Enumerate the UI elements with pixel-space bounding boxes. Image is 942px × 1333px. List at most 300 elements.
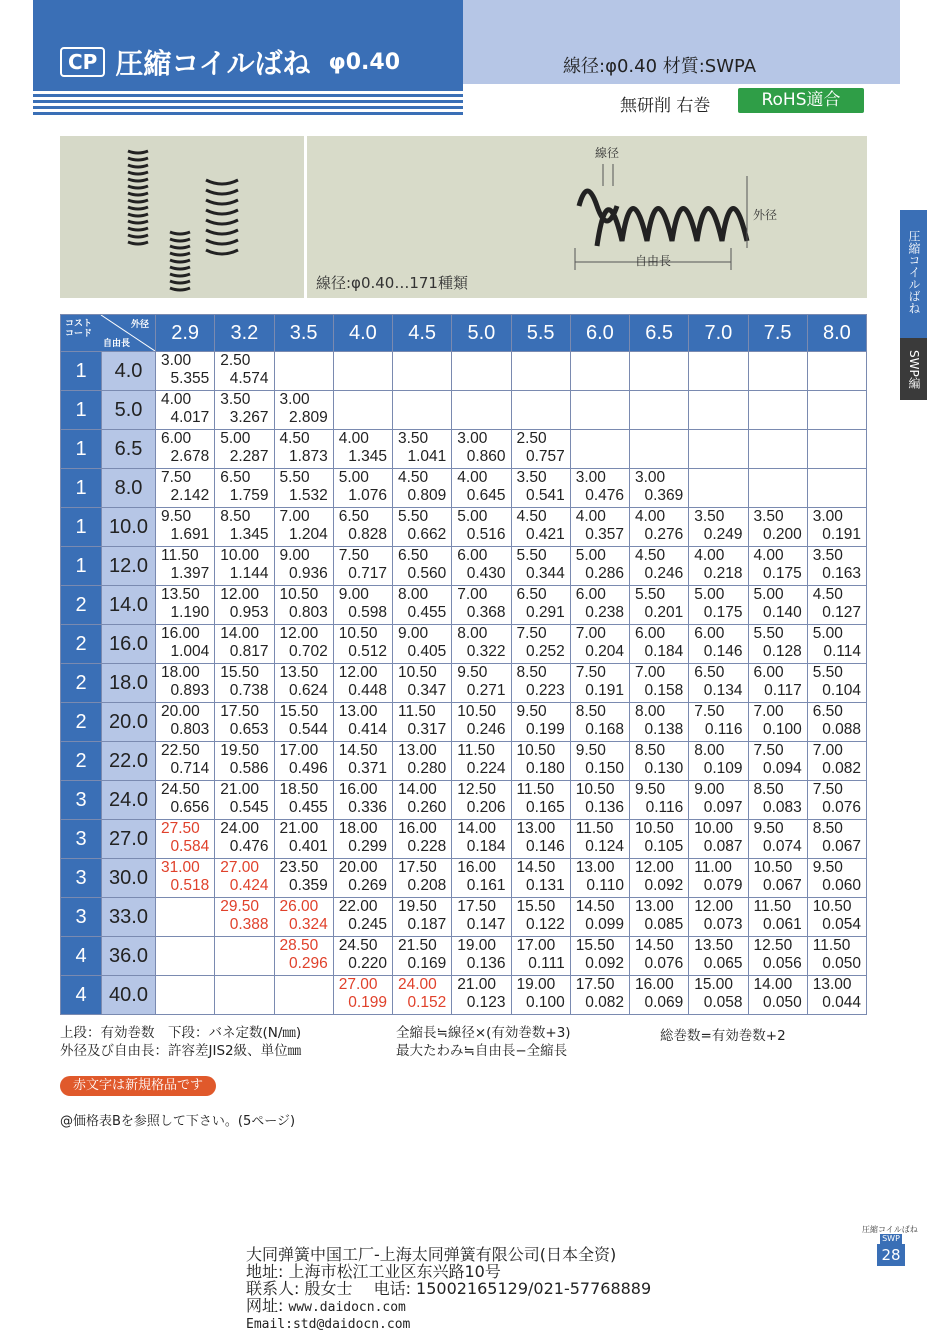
spec-cell [630,781,689,820]
active-coils: 5.50 [635,586,666,603]
spec-cell [333,820,392,859]
active-coils: 11.50 [812,937,851,954]
spring-constant: 1.041 [407,448,447,465]
spec-cell [215,859,274,898]
active-coils: 11.50 [575,820,614,837]
spec-cell [156,469,215,508]
spec-cell [748,508,807,547]
spring-constant: 0.191 [585,682,624,699]
spring-constant: 0.175 [703,604,743,621]
cost-code: 4 [61,976,102,1015]
active-coils: 8.00 [635,703,666,720]
spec-cell [274,508,333,547]
od-header: 7.0 [689,315,748,352]
spec-cell [215,664,274,703]
spec-cell [807,469,866,508]
spec-cell [511,859,570,898]
spring-constant: 1.190 [170,604,210,621]
spring-constant: 0.116 [704,721,743,738]
spring-constant: 0.208 [407,877,447,894]
active-coils: 11.50 [753,898,792,915]
spec-cell [393,508,452,547]
table-row [61,547,867,586]
active-coils: 17.50 [457,898,497,915]
active-coils: 17.00 [516,937,556,954]
spec-cell [156,781,215,820]
spec-cell [393,469,452,508]
spring-constant: 0.206 [466,799,506,816]
spec-cell [452,625,511,664]
active-coils: 10.50 [753,859,793,876]
active-coils: 14.50 [635,937,674,954]
spring-constant: 0.512 [348,643,387,660]
active-coils: 27.00 [338,976,378,993]
spring-constant: 0.223 [525,682,565,699]
od-header: 3.2 [215,315,274,352]
spec-cell [333,430,392,469]
active-coils: 28.50 [279,937,319,954]
active-coils: 11.00 [694,859,732,876]
spec-cell [748,781,807,820]
spec-cell [511,820,570,859]
active-coils: 6.00 [457,547,488,564]
spec-cell [215,898,274,937]
spec-cell [333,469,392,508]
spring-constant: 0.069 [644,994,684,1011]
footer-email[interactable]: Email:std@daidocn.com [246,1317,411,1332]
footer-company: 大同弹簧中国工厂-上海太同弹簧有限公司(日本全资) [246,1245,617,1264]
spec-cell [689,469,748,508]
spring-constant: 0.803 [288,604,328,621]
active-coils: 7.00 [279,508,310,525]
active-coils: 15.50 [575,937,615,954]
spec-cell [807,703,866,742]
active-coils: 6.00 [161,430,192,447]
spec-cell [393,352,452,391]
spec-cell [748,547,807,586]
spec-cell [393,976,452,1015]
spring-constant: 0.369 [644,487,684,504]
spring-constant: 5.355 [170,370,210,387]
title-size: φ0.40 [328,49,401,75]
spring-constant: 0.624 [288,682,328,699]
active-coils: 4.00 [635,508,666,525]
active-coils: 17.50 [220,703,260,720]
spec-cell [689,625,748,664]
table-row [61,820,867,859]
spring-constant: 0.124 [585,838,624,855]
spec-cell [689,898,748,937]
spec-cell [570,508,629,547]
free-length: 40.0 [102,976,156,1015]
cost-code: 2 [61,586,102,625]
spring-constant: 2.809 [288,409,328,426]
spec-cell [274,937,333,976]
active-coils: 4.00 [338,430,369,447]
spring-constant: 0.136 [585,799,624,816]
side-tab-label-top: 圧縮コイルばね [907,230,921,314]
spec-cell [570,547,629,586]
active-coils: 14.50 [338,742,378,759]
spring-constant: 0.100 [762,721,802,738]
header-stripes [33,88,463,118]
spec-cell [570,664,629,703]
spring-constant: 0.065 [703,955,743,972]
spring-constant: 0.280 [407,760,447,777]
spring-constant: 0.455 [407,604,447,621]
spring-constant: 0.200 [762,526,802,543]
free-length: 8.0 [102,469,156,508]
active-coils: 31.00 [161,859,200,876]
note-5: 総巻数=有効巻数+2 [660,1028,786,1044]
spec-cell [570,703,629,742]
spec-cell [452,742,511,781]
spec-cell [511,391,570,430]
spec-cell [156,976,215,1015]
spec-cell [748,937,807,976]
spring-constant: 0.828 [348,526,387,543]
spring-constant: 0.317 [407,721,447,738]
active-coils: 5.50 [516,547,547,564]
table-row [61,469,867,508]
spec-cell [511,703,570,742]
active-coils: 12.00 [694,898,734,915]
spring-constant: 0.299 [348,838,387,855]
spring-constant: 0.738 [229,682,269,699]
spec-cell [630,664,689,703]
spec-cell [689,742,748,781]
spec-cell [807,781,866,820]
label-wire: 線径 [595,146,620,160]
cost-code: 1 [61,391,102,430]
spec-cell [156,859,215,898]
free-length: 36.0 [102,937,156,976]
active-coils: 27.50 [161,820,200,837]
spring-constant: 0.127 [822,604,861,621]
table-row [61,508,867,547]
active-coils: 14.00 [398,781,437,798]
od-header: 7.5 [748,315,807,352]
spring-constant: 0.893 [170,682,210,699]
spring-constant: 0.058 [703,994,743,1011]
spec-cell [274,352,333,391]
spring-constant: 0.050 [762,994,802,1011]
free-length: 12.0 [102,547,156,586]
free-length: 22.0 [102,742,156,781]
spec-cell [274,859,333,898]
spec-cell [393,586,452,625]
spec-cell [807,547,866,586]
active-coils: 3.00 [279,391,310,408]
spring-constant: 0.111 [528,955,565,972]
spec-cell [215,820,274,859]
spec-cell [807,937,866,976]
spring-constant: 0.401 [288,838,328,855]
spring-constant: 0.518 [170,877,210,894]
spec-cell [630,508,689,547]
spec-cell [452,586,511,625]
active-coils: 15.00 [694,976,734,993]
active-coils: 7.50 [753,742,784,759]
active-coils: 6.50 [338,508,369,525]
active-coils: 7.00 [812,742,843,759]
spec-cell [452,508,511,547]
spring-constant: 0.134 [703,682,743,699]
spec-cell [274,586,333,625]
od-header: 3.5 [274,315,333,352]
spring-constant: 0.544 [288,721,328,738]
spring-constant: 4.574 [229,370,269,387]
active-coils: 8.50 [753,781,784,798]
spec-cell [748,976,807,1015]
spec-cell [393,781,452,820]
active-coils: 4.00 [161,391,192,408]
spec-cell [274,703,333,742]
free-length: 18.0 [102,664,156,703]
od-header: 5.0 [452,315,511,352]
spec-cell [274,781,333,820]
active-coils: 7.50 [812,781,843,798]
active-coils: 13.00 [516,820,556,837]
spring-constant: 0.702 [288,643,328,660]
spring-constant: 0.187 [407,916,447,933]
spring-constant: 0.136 [466,955,506,972]
spring-constant: 0.146 [703,643,743,660]
spec-cell [393,430,452,469]
table-body [61,352,867,1015]
spring-constant: 0.184 [466,838,506,855]
spec-cell [748,703,807,742]
spring-constant: 0.252 [525,643,565,660]
table-row [61,664,867,703]
active-coils: 5.50 [398,508,429,525]
spec-cell [748,352,807,391]
active-coils: 16.00 [635,976,674,993]
spec-cell [807,742,866,781]
footer-website-link[interactable]: www.daidocn.com [288,1300,406,1315]
spring-constant: 0.161 [466,877,506,894]
spec-cell [511,781,570,820]
spring-constant: 1.532 [288,487,328,504]
spec-cell [511,547,570,586]
active-coils: 7.00 [575,625,606,642]
spec-cell [452,469,511,508]
spring-constant: 0.100 [525,994,565,1011]
spec-cell [807,508,866,547]
spec-cell [156,547,215,586]
spring-constant: 0.291 [525,604,565,621]
spec-cell [570,742,629,781]
active-coils: 12.50 [753,937,793,954]
active-coils: 10.00 [220,547,260,564]
od-header: 4.0 [333,315,392,352]
active-coils: 3.50 [694,508,725,525]
od-header: 6.0 [570,315,629,352]
spring-constant: 0.169 [407,955,447,972]
active-coils: 3.50 [516,469,547,486]
spec-cell [511,664,570,703]
active-coils: 29.50 [220,898,260,915]
active-coils: 5.00 [338,469,369,486]
spec-cell [393,547,452,586]
spring-constant: 0.224 [466,760,506,777]
active-coils: 4.50 [398,469,429,486]
spring-constant: 0.271 [466,682,506,699]
active-coils: 24.00 [398,976,437,993]
active-coils: 3.00 [161,352,192,369]
spec-cell [215,469,274,508]
cost-code: 4 [61,937,102,976]
spec-cell [807,820,866,859]
active-coils: 5.00 [575,547,606,564]
spring-constant: 0.757 [525,448,565,465]
spring-constant: 0.269 [348,877,387,894]
spring-constant: 0.936 [288,565,328,582]
spec-cell [807,391,866,430]
table-row [61,859,867,898]
free-length: 24.0 [102,781,156,820]
spec-cell [274,664,333,703]
spec-cell [689,586,748,625]
spec-cell [748,625,807,664]
active-coils: 9.50 [753,820,784,837]
spec-cell [215,742,274,781]
spring-constant: 0.147 [466,916,506,933]
active-coils: 14.00 [753,976,793,993]
spring-constant: 0.123 [466,994,506,1011]
spring-constant: 1.345 [229,526,269,543]
spec-cell [511,625,570,664]
cost-code: 1 [61,430,102,469]
free-length: 10.0 [102,508,156,547]
spring-constant: 0.260 [407,799,447,816]
cost-code: 2 [61,664,102,703]
spring-constant: 0.286 [585,565,624,582]
spring-constant: 0.586 [229,760,269,777]
spring-constant: 0.087 [703,838,743,855]
active-coils: 3.00 [457,430,488,447]
spring-constant: 0.953 [229,604,269,621]
spring-constant: 0.653 [229,721,269,738]
spring-constant: 0.476 [229,838,269,855]
active-coils: 19.00 [516,976,556,993]
spec-cell [452,898,511,937]
spring-constant: 0.105 [644,838,684,855]
active-coils: 21.00 [457,976,497,993]
active-coils: 5.00 [694,586,725,603]
active-coils: 21.00 [279,820,319,837]
od-header: 8.0 [807,315,866,352]
spec-cell [570,391,629,430]
active-coils: 18.50 [279,781,319,798]
spec-cell [630,430,689,469]
cost-code: 2 [61,742,102,781]
table-row [61,898,867,937]
spec-cell [156,430,215,469]
spec-cell [630,859,689,898]
spring-constant: 0.061 [762,916,802,933]
table-row [61,703,867,742]
spring-constant: 0.104 [822,682,861,699]
page-section-label: 圧縮コイルばね [862,1225,918,1234]
active-coils: 10.50 [812,898,852,915]
active-coils: 20.00 [161,703,200,720]
active-coils: 6.50 [812,703,843,720]
active-coils: 13.00 [575,859,615,876]
footer-contact [246,1246,651,1333]
active-coils: 9.00 [279,547,310,564]
active-coils: 5.50 [812,664,843,681]
spring-constant: 0.405 [407,643,447,660]
spec-cell [393,859,452,898]
active-coils: 8.00 [398,586,429,603]
active-coils: 6.50 [694,664,725,681]
spring-constant: 0.076 [644,955,684,972]
spring-constant: 0.803 [170,721,210,738]
spring-constant: 0.175 [762,565,802,582]
active-coils: 27.00 [220,859,260,876]
active-coils: 7.00 [753,703,784,720]
spring-constant: 0.099 [585,916,624,933]
spring-constant: 0.246 [466,721,506,738]
spring-constant: 0.817 [229,643,269,660]
spring-constant: 0.560 [407,565,447,582]
spec-cell [748,586,807,625]
spring-constant: 0.060 [822,877,861,894]
spec-cell [333,703,392,742]
note-3: 全縮長≒線径×(有効巻数+3) [396,1025,571,1041]
spring-constant: 0.092 [585,955,624,972]
side-tab[interactable] [900,210,927,400]
spring-constant: 0.109 [703,760,743,777]
spring-constant: 0.067 [822,838,861,855]
spec-cell [807,898,866,937]
spec-cell [748,742,807,781]
spec-cell [156,742,215,781]
spec-cell [215,976,274,1015]
active-coils: 13.00 [812,976,852,993]
spring-constant: 0.322 [466,643,506,660]
active-coils: 6.50 [398,547,429,564]
spring-table [60,314,867,1015]
active-coils: 7.50 [161,469,192,486]
spring-constant: 1.144 [229,565,269,582]
spring-constant: 0.220 [348,955,387,972]
spec-cell [215,625,274,664]
spec-cell [630,820,689,859]
active-coils: 6.00 [753,664,784,681]
spec-cell [452,703,511,742]
spring-constant: 0.414 [348,721,387,738]
spring-constant: 1.076 [348,487,387,504]
footer-website [246,1297,651,1316]
spec-cell [215,391,274,430]
spec-cell [215,430,274,469]
spec-cell [156,703,215,742]
spring-constant: 0.158 [644,682,684,699]
spec-cell [689,547,748,586]
notes-left [60,1024,301,1060]
spec-cell [570,469,629,508]
spec-cell [748,820,807,859]
active-coils: 24.50 [161,781,200,798]
active-coils: 13.50 [161,586,200,603]
spec-cell [570,976,629,1015]
spec-cell [689,664,748,703]
spring-constant: 0.076 [822,799,861,816]
spring-constant: 0.140 [762,604,802,621]
spec-cell [689,430,748,469]
